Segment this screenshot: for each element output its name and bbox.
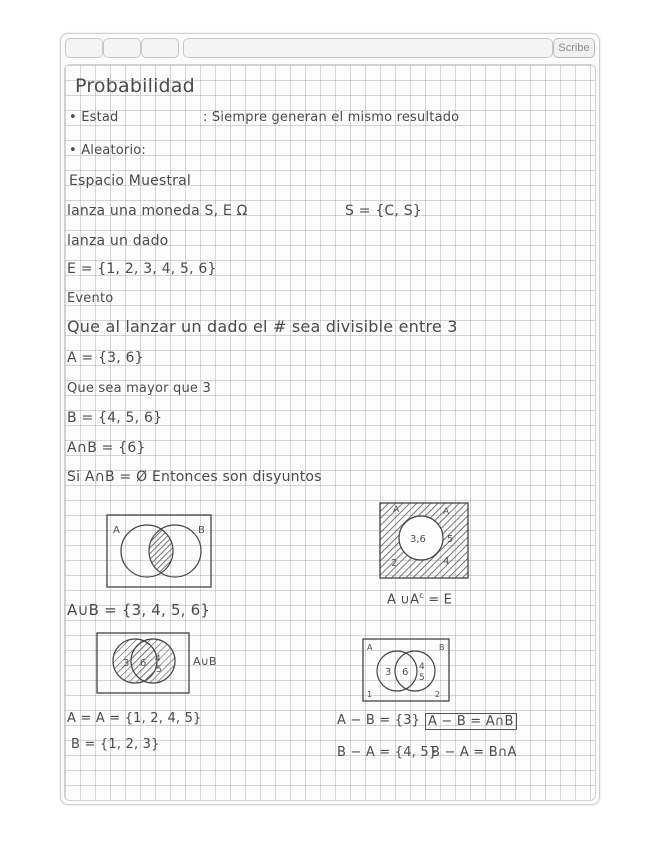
v4-value-2: 2: [435, 690, 441, 699]
a-intersect-b: A∩B = {6}: [67, 440, 146, 456]
v2-label-ac: A: [443, 507, 450, 517]
v2-value-2: 2: [391, 558, 398, 569]
b-complement-set: B = {1, 2, 3}: [71, 737, 160, 752]
v3-value-3: 3: [123, 658, 130, 669]
toolbar-segment-2[interactable]: [103, 38, 141, 58]
v3-value-5: 5: [156, 665, 162, 675]
v4-label-b: B: [439, 643, 445, 652]
evento-heading: Evento: [67, 291, 114, 306]
v4-value-6: 6: [402, 667, 409, 678]
lanza-dado-line: lanza un dado: [67, 233, 169, 249]
v2-inner-values: 3,6: [410, 534, 426, 545]
v4-value-4: 4: [419, 662, 425, 672]
que-al-lanzar-line: Que al lanzar un dado el # sea divisible entre 3: [67, 317, 458, 336]
v1-label-a: A: [113, 525, 120, 536]
e-set: E = {1, 2, 3, 4, 5, 6}: [67, 261, 217, 277]
union-result: A∪B = {3, 4, 5, 6}: [67, 601, 211, 619]
v1-label-b: B: [198, 525, 205, 536]
v4-value-5: 5: [419, 673, 425, 683]
complement-union-result: [387, 591, 452, 607]
complement-sup: c: [419, 591, 424, 600]
venn-difference-diagram: [361, 637, 453, 705]
address-field[interactable]: [183, 38, 553, 58]
b-minus-a-set: B − A = {4, 5}: [337, 745, 438, 760]
venn-complement-diagram: [377, 500, 472, 582]
disjoint-statement: Si A∩B = Ø Entonces son disyuntos: [67, 469, 322, 485]
venn-union-diagram: [105, 513, 215, 591]
complement-union-eq: = E: [428, 592, 453, 608]
complement-union-label: A ∪A: [387, 592, 420, 608]
v2-value-5: 5: [447, 534, 454, 545]
v3-value-6: 6: [140, 658, 147, 669]
b-minus-a-formula: B − A = B∩A: [431, 745, 517, 760]
toolbar: [61, 34, 599, 62]
v3-label: A∪B: [193, 655, 217, 668]
lanza-moneda-line: lanza una moneda S, E Ω: [67, 203, 248, 219]
v4-label-a: A: [367, 643, 373, 652]
notebook-page: [64, 64, 596, 801]
v4-value-1: 1: [367, 690, 373, 699]
v2-label-a: A: [393, 505, 400, 515]
a-set: A = {3, 6}: [67, 350, 144, 366]
v4-value-3: 3: [385, 667, 392, 678]
a-complement-set: A = A = {1, 2, 4, 5}: [67, 711, 202, 726]
toolbar-segment-3[interactable]: [141, 38, 179, 58]
v2-value-4: 4: [443, 556, 450, 567]
estad-label: • Estad: [69, 110, 119, 125]
s-set: S = {C, S}: [345, 203, 422, 219]
page-title: Probabilidad: [75, 75, 195, 97]
a-minus-b-formula: A − B = A∩B: [425, 713, 517, 730]
brand-logo: Scribe: [553, 38, 595, 58]
estad-definition: : Siempre generan el mismo resultado: [203, 110, 460, 125]
a-minus-b-set: A − B = {3}: [337, 713, 421, 728]
venn-union-shaded-diagram: [95, 631, 193, 697]
b-set: B = {4, 5, 6}: [67, 410, 163, 426]
aleatorio-label: • Aleatorio:: [69, 143, 147, 158]
notebook-frame: [60, 33, 600, 805]
toolbar-segment-1[interactable]: [65, 38, 103, 58]
v3-value-4: 4: [155, 654, 161, 664]
que-sea-mayor-line: Que sea mayor que 3: [67, 381, 211, 396]
espacio-muestral-heading: Espacio Muestral: [69, 173, 191, 189]
